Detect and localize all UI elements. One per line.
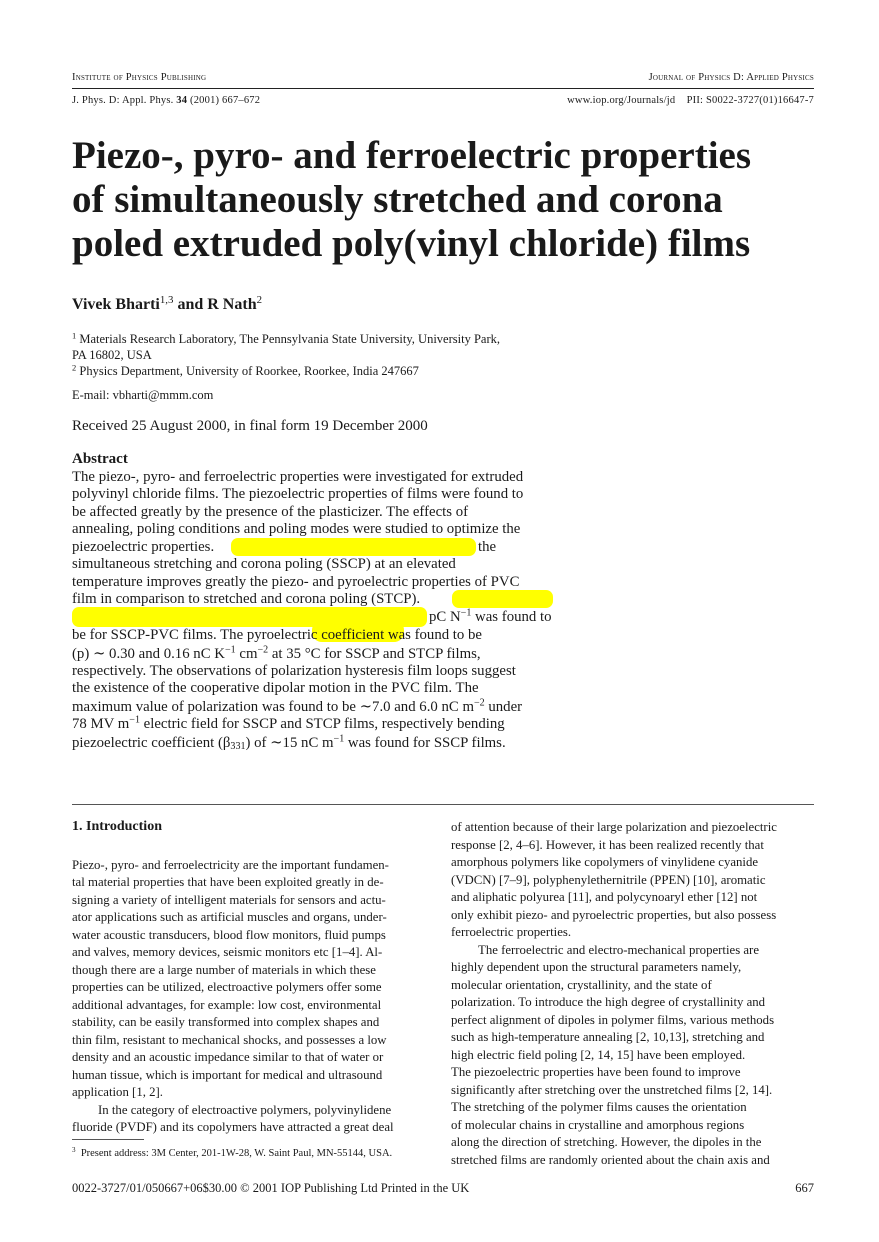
intro-right-line: amorphous polymers like copolymers of vinylidene cyanide: [451, 855, 759, 869]
header-journal: Journal of Physics D: Applied Physics: [648, 72, 814, 83]
header-institute: Institute of Physics Publishing: [72, 72, 207, 83]
intro-right-line: The stretching of the polymer films causes the orientation: [451, 1100, 747, 1114]
abstract-line: piezoelectric properties.: [72, 539, 215, 555]
abstract-heading: Abstract: [72, 451, 128, 467]
footer-imprint: 0022-3727/01/050667+06$30.00 © 2001 IOP Publishing Ltd Printed in the UK: [72, 1181, 470, 1195]
intro-right-line: high electric field poling [2, 14, 15] have been employed.: [451, 1048, 746, 1062]
abstract-line: maximum value of polarization was found to be ∼7.0 and 6.0 nC $m^{-2}$ under: [72, 697, 523, 715]
intro-right-line: polarization. To introduce the high degree of crystallinity and: [451, 995, 766, 1009]
intro-right-line: and aliphatic polyurea [11], and polycynoaryl ether [12] not: [451, 890, 758, 904]
intro-right-line: of molecular chains in crystalline and amorphous regions: [451, 1118, 745, 1132]
section-heading: 1. Introduction: [72, 819, 162, 834]
article-title: Piezo-, pyro- and ferroelectric properties of simultaneously stretched and corona poled extruded poly(vinyl chloride) films: [72, 134, 752, 265]
intro-left-line: thin film, resistant to mechanical shocks, and possesses a low: [72, 1033, 387, 1047]
intro-left-line: application [1, 2].: [72, 1085, 163, 1099]
affiliation-2: $^2$ Physics Department, University of Roorkee, Roorkee, India 247667: [72, 362, 419, 378]
abstract-line: (p) ∼ 0.30 and 0.16 nC $K^{-1}$ $cm^{-2}$ at 35 °C for SSCP and STCP films,: [72, 644, 481, 662]
intro-left-line: In the category of electroactive polymers, polyvinylidene: [98, 1103, 392, 1117]
abstract-line: respectively. The observations of polarization hysteresis film loops suggest: [72, 663, 516, 679]
abstract-line: annealing, poling conditions and poling modes were studied to optimize the: [72, 521, 521, 537]
abstract-line: temperature improves greatly the piezo- and pyroelectric properties of PVC: [72, 574, 520, 590]
intro-right-line: along the direction of stretching. However, the dipoles in the: [451, 1135, 762, 1149]
intro-right-line: highly dependent upon the structural parameters namely,: [451, 960, 742, 974]
intro-left-line: human tissue, which is important for medical and ultrasound: [72, 1068, 383, 1082]
footnote: $^3$ Present address: 3M Center, 201-1W-28, W. Saint Paul, MN-55144, USA.: [72, 1146, 393, 1159]
affiliation-1-line1: $^1$ Materials Research Laboratory, The Pennsylvania State University, University Park,: [72, 330, 500, 346]
intro-left-line: Piezo-, pyro- and ferroelectricity are the important fundamen-: [72, 858, 389, 872]
intro-right-line: ferroelectric properties.: [451, 925, 572, 939]
abstract-line: piezoelectric coefficient $(\beta_{331})$ of ∼15 nC $m^{-1}$ was found for SSCP films.: [72, 733, 506, 752]
intro-right-line: significantly after stretching over the unstretched films [2, 14].: [451, 1083, 773, 1097]
abstract-line-tail: pC $N^{-1}$ was found to: [429, 607, 552, 625]
intro-left-line: ator applications such as artificial muscles and organs, under-: [72, 910, 387, 924]
intro-left-line: properties can be utilized, electroactive polymers offer some: [72, 980, 382, 994]
abstract-line: be for SSCP-PVC films. The pyroelectric coefficient was found to be: [72, 627, 482, 643]
intro-left-line: though there are a large number of materials in which these: [72, 963, 376, 977]
abstract-line: The piezo-, pyro- and ferroelectric properties were investigated for extruded: [72, 469, 524, 485]
intro-left-line: tal material properties that have been exploited greatly in de-: [72, 875, 384, 889]
intro-right-line: molecular orientation, crystallinity, and the state of: [451, 978, 712, 992]
page-number: 667: [795, 1181, 814, 1195]
highlight-mark-1: [231, 538, 476, 556]
intro-right-line: of attention because of their large polarization and piezoelectric: [451, 820, 777, 834]
intro-right-line: perfect alignment of dipoles in polymer films, various methods: [451, 1013, 775, 1027]
abstract-line-tail: the: [478, 539, 497, 555]
authors: Vivek Bharti$^{1,3}$ and R Nath$^2$: [72, 294, 263, 313]
intro-left-line: stability, can be easily transformed into complex shapes and: [72, 1015, 380, 1029]
header-citation: J. Phys. D: Appl. Phys. 34 (2001) 667–672: [72, 95, 261, 106]
intro-right-line: stretched films are randomly oriented about the chain axis and: [451, 1153, 770, 1167]
intro-right-line: only exhibit piezo- and pyroelectric properties, but also possess: [451, 908, 777, 922]
intro-right-line: such as high-temperature annealing [2, 10,13], stretching and: [451, 1030, 765, 1044]
header-rule: [72, 88, 814, 89]
affiliation-1-line2: PA 16802, USA: [72, 348, 152, 362]
intro-left-line: water acoustic transducers, blood flow monitors, fluid pumps: [72, 928, 386, 942]
intro-right-line: The ferroelectric and electro-mechanical properties are: [478, 943, 760, 957]
abstract-line: be affected greatly by the presence of the plasticizer. The effects of: [72, 504, 469, 520]
section-rule: [72, 804, 814, 805]
intro-left-line: density and an acoustic impedance similar to that of water or: [72, 1050, 384, 1064]
intro-left-line: and valves, memory devices, seismic monitors etc [1–4]. Al-: [72, 945, 383, 959]
intro-right-line: response [2, 4–6]. However, it has been realized recently that: [451, 838, 764, 852]
header-ids: www.iop.org/Journals/jd PII: S0022-3727(01)16647-7: [567, 95, 814, 106]
abstract-line: 78 MV $m^{-1}$ electric field for SSCP and STCP films, respectively bending: [72, 714, 505, 732]
email: E-mail: vbharti@mmm.com: [72, 388, 214, 402]
intro-left-line: additional advantages, for example: low cost, environmental: [72, 998, 382, 1012]
intro-left-line: fluoride (PVDF) and its copolymers have attracted a great deal: [72, 1120, 394, 1134]
footnote-rule: [72, 1139, 144, 1140]
highlight-mark-2: [452, 590, 553, 608]
intro-left-line: signing a variety of intelligent materials for sensors and actu-: [72, 893, 386, 907]
intro-right-line: (VDCN) [7–9], polyphenylethernitrile (PPEN) [10], aromatic: [451, 873, 766, 887]
abstract-line: the existence of the cooperative dipolar motion in the PVC film. The: [72, 680, 479, 696]
abstract-line: polyvinyl chloride films. The piezoelectric properties of films were found to: [72, 486, 524, 502]
intro-right-line: The piezoelectric properties have been found to improve: [451, 1065, 741, 1079]
abstract-line: film in comparison to stretched and corona poling (STCP).: [72, 591, 421, 607]
abstract-line: simultaneous stretching and corona poling (SSCP) at an elevated: [72, 556, 456, 572]
received-date: Received 25 August 2000, in final form 19 December 2000: [72, 418, 428, 434]
